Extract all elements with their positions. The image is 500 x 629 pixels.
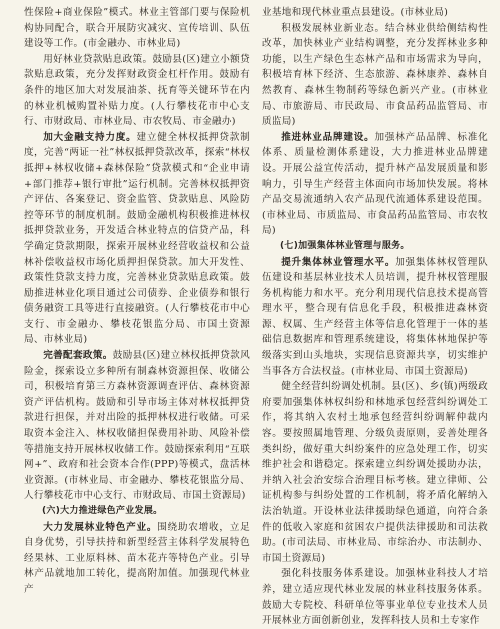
- paragraph-text: 鼓励县(区)建立林权抵押贷款风险金，探索设立多种所有制森林资源担保、收储公司，积极培育第三方森林资源调查评估、森林资源资产评估机构。鼓励和引导市场主体对林权抵押贷款进行担保，并对出险的抵押林权进行收储。可采取资本金注入、林权收储担保费用补助、风险补偿等措施支持开展林权收储工作。鼓励探索利用“互联网+”、政府和社会资本合作(PPP)等模式，盘活林业资源。(市林业局、市金融办、攀枝花银监分局、人行攀枝花市中心支行、市财政局、市国土资源局): [24, 350, 250, 502]
- paragraph: [262, 566, 488, 628]
- paragraph: [24, 52, 250, 130]
- section-heading: (七)加强集体林业管理与服务。: [280, 240, 410, 251]
- paragraph-lead: 加大金融支持力度。: [43, 131, 137, 143]
- paragraph-text: 业基地和现代林业重点县建设。(市林业局): [262, 7, 449, 18]
- paragraph-lead: 大力发展林业特色产业。: [43, 521, 158, 533]
- paragraph-text: 积极发展林业新业态。结合林业供给侧结构性改革，加快林业产业结构调整，充分发挥林业多种功能，以生产绿色生态林产品和市场需求为导向，积极培育林下经济、生态旅游、森林康养、森林自然教育、森林生物制药等绿色新兴产业。(市林业局、市旅游局、市民政局、市食品药品监管局、市质监局): [262, 22, 488, 128]
- paragraph-text: 建立健全林权抵押贷款制度，完善“两证一社”林权抵押贷款改革，探索“林权抵押+林权收储+森林保险”贷款模式和“企业申请+部门推荐+银行审批”运行机制。完善林权抵押资产评估、各案登记、资金监管、贷款贴息、风险防控等环节的制度机制。鼓励金融机构积极推进林权抵押贷款业务，开发适合林业特点的信贷产品，科学确定贷款期限，探索开展林业经营收益权和公益林补偿收益权市场化质押担保贷款。加大开发性、政策性贷款支持力度，完善林业贷款贴息政策。鼓励推进林业化项目通过公司债券、企业债券和银行债务融资工具等进行直接融资。(人行攀枝花市中心支行、市金融办、攀枝花银监分局、市国土资源局、市林业局): [24, 131, 250, 346]
- paragraph-text: 强化科技服务体系建设。加强林业科技人才培养，建立适应现代林业发展的林业科技服务体系。鼓励大专院校、科研单位等事业单位专业技术人员开展林业方面创新创业，发挥科技人员和土专家作: [262, 568, 488, 627]
- paragraph-text: 加强集体林权管理队伍建设和基层林业技术人员培训，提升林权管理服务机构能力和水平。充分利用现代信息技术提高管理水平，整合现有信息化手段，积极推进森林资源、权属、生产经营主体等信息化管理于一体的基础信息数据库和管理系统建设，将集体林地保护等级落实到山头地块，实现信息资源共享，切实维护当事各方合法权益。(市林业局、市国土资源局): [262, 256, 488, 377]
- right-column: [262, 5, 488, 627]
- paragraph: [262, 21, 488, 130]
- paragraph-text: 围绕助农增收，立足自身优势，引导扶持和新型经营主体科学发展特色经果林、工业原料林、苗木花卉等特色产业。引导林产品就地加工转化，提高附加值。加强现代林业产: [24, 521, 250, 595]
- paragraph: [262, 130, 488, 239]
- paragraph-lead: 提升集体林业管理水平。: [281, 256, 396, 268]
- paragraph-lead: 推进林业品牌建设。: [281, 131, 375, 143]
- paragraph: [262, 379, 488, 566]
- paragraph: [24, 5, 250, 52]
- section-heading: (六)大力推进绿色产业发展。: [42, 506, 163, 516]
- paragraph-text: 性保险+商业保险”模式。林业主管部门要与保险机构协同配合，联合开展防灾减灾、宣传培训、队伍建设等工作。(市金融办、市林业局): [24, 7, 250, 50]
- paragraph-lead: 完善配套政策。: [43, 350, 113, 362]
- paragraph-text: 加强林产品品牌、标准化体系、质量检测体系建设，大力推进林业品牌建设。开展公益宣传活动，提升林产品发展质量和影响力，引导生产经营主体面向市场加快发展。将林产品交易流通纳入农产品现代流通体系建设范围。(市林业局、市质监局、市食品药品监管局、市农牧局): [262, 131, 488, 237]
- paragraph: [24, 130, 250, 348]
- paragraph: [262, 255, 488, 380]
- paragraph-text: 健全经营纠纷调处机制。县(区)、乡(镇)两级政府要加强集体林权纠纷和林地承包经营纠纷调处工作，将其纳入农村土地承包经营纠纷调解仲裁内容。要按照属地管理、分级负责原则，妥善处理各类纠纷，做好重大纠纷案件的应急处理工作，切实维护社会和谐稳定。探索建立纠纷调处援助办法，并纳入社会治安综合治理目标考核。建立律师、公证机构参与纠纷处置的工作机制，将矛盾化解纳入法治轨道。开设林业法律援助绿色通道，向符合条件的低收入家庭和贫困农户提供法律援助和司法救助。(市司法局、市林业局、市综治办、市法制办、市国土资源局): [262, 381, 488, 564]
- paragraph-text: 用好林业贷款贴息政策。鼓励县(区)建立小额贷款贴息政策，充分发挥财政资金杠杆作用。鼓励有条件的地区加大对发展油茶、抚育等关键环节在内的林业机械购置补贴力度。(人行攀枝花市中心支行、市财政局、市林业局、市农牧局、市金融办): [24, 53, 250, 128]
- paragraph: [24, 520, 250, 598]
- paragraph: [262, 5, 488, 21]
- left-column: [24, 5, 250, 602]
- paragraph: [24, 348, 250, 504]
